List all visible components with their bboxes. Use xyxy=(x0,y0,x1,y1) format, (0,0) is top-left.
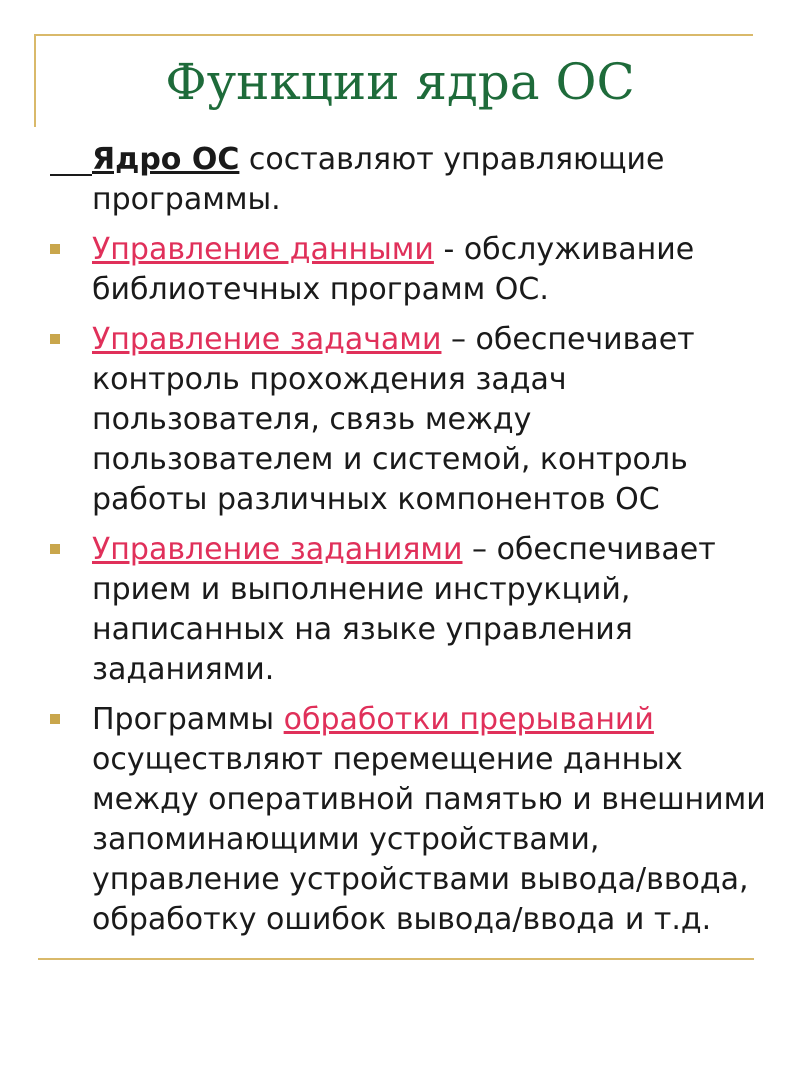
bullet-prefix: Программы xyxy=(92,702,284,737)
bullet-item-data-management xyxy=(92,230,772,310)
bullet-marker xyxy=(50,334,60,344)
intro-underline xyxy=(50,140,92,176)
term-task-management: Управление задачами xyxy=(92,322,442,357)
bullet-item-interrupt-handling xyxy=(92,700,772,940)
frame-bottom-line xyxy=(38,958,754,960)
bullet-item-task-management xyxy=(92,320,772,520)
bullet-text: – обеспечивает контроль прохождения задач пользователя, связь между пользователем и системой, контроль работы различных компонентов ОС xyxy=(92,322,695,517)
bullet-text: осуществляют перемещение данных между оперативной памятью и внешними запоминающими устройствами, управление устройствами вывода/ввода, обработку ошибок вывода/ввода и т.д. xyxy=(92,742,766,937)
bullet-text: - обслуживание библиотечных программ ОС. xyxy=(92,232,695,307)
bullet-marker xyxy=(50,714,60,724)
slide-body xyxy=(92,140,772,950)
frame-top-line xyxy=(34,34,753,36)
term-job-management: Управление заданиями xyxy=(92,532,463,567)
bullet-marker xyxy=(50,544,60,554)
kernel-term: Ядро ОС xyxy=(92,142,240,177)
term-data-management: Управление данными xyxy=(92,232,434,267)
bullet-marker xyxy=(50,244,60,254)
intro-paragraph xyxy=(92,140,772,220)
bullet-item-job-management xyxy=(92,530,772,690)
term-interrupt-handling: обработки прерываний xyxy=(283,702,654,737)
bullet-text: – обеспечивает прием и выполнение инструкций, написанных на языке управления заданиями. xyxy=(92,532,716,687)
slide-title: Функции ядра ОС xyxy=(165,53,635,111)
intro-text: составляют управляющие программы. xyxy=(92,142,665,217)
